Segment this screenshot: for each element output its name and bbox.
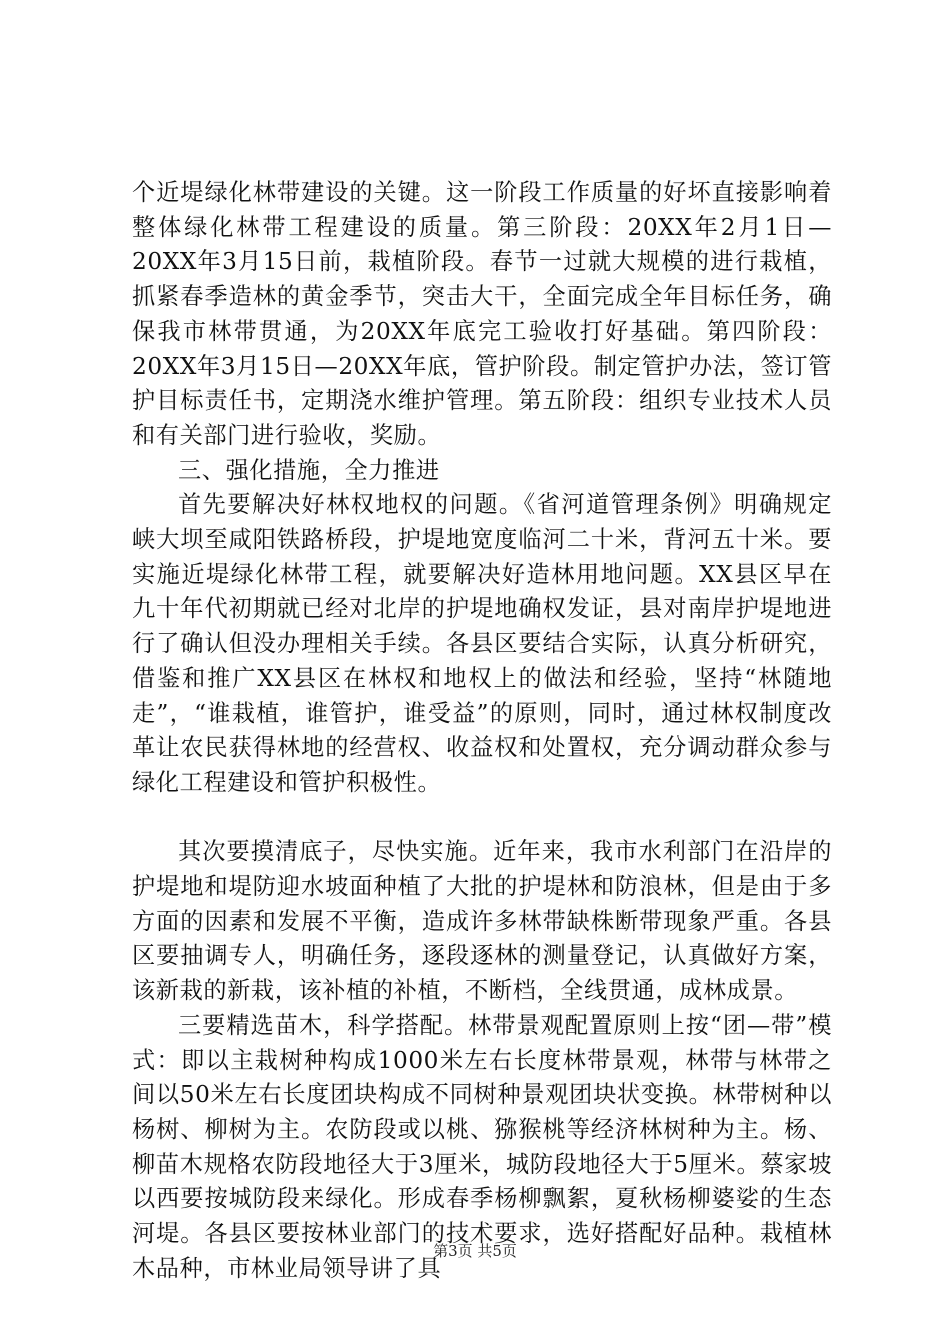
paragraph-land-rights: 首先要解决好林权地权的问题。《省河道管理条例》明确规定峡大坝至咸阳铁路桥段，护堤地宽度临河二十米，背河五十米。要实施近堤绿化林带工程，就要解决好造林用地问题。XX县区早在九十年代初期就已经对北岸的护堤地确权发证，县对南岸护堤地进行了确认但没办理相关手续。各县区要结合实际，认真分析研究，借鉴和推广XX县区在林权和地权上的做法和经验，坚持“林随地走”，“谁栽植，谁管护，谁受益”的原则，同时，通过林权制度改革让农民获得林地的经营权、收益权和处置权，充分调动群众参与绿化工程建设和管护积极性。 [132, 491, 832, 796]
page-number-footer: 第3页 共5页 [433, 1242, 517, 1260]
paragraph-stage-plan: 个近堤绿化林带建设的关键。这一阶段工作质量的好坏直接影响着整体绿化林带工程建设的质量。第三阶段：20XX年2月1日—20XX年3月15日前，栽植阶段。春节一过就大规模的进行栽植，抓紧春季造林的黄金季节，突击大干，全面完成全年目标任务，确保我市林带贯通，为20XX年底完工验收打好基础。第四阶段：20XX年3月15日—20XX年底，管护阶段。制定管护办法，签订管护目标责任书，定期浇水维护管理。第五阶段：组织专业技术人员和有关部门进行验收，奖励。 [132, 179, 832, 449]
paragraph-survey-implementation: 其次要摸清底子，尽快实施。近年来，我市水利部门在沿岸的护堤地和堤防迎水坡面种植了大批的护堤林和防浪林，但是由于多方面的因素和发展不平衡，造成许多林带缺株断带现象严重。各县区要抽调专人，明确任务，逐段逐林的测量登记，认真做好方案，该新栽的新栽，该补植的补植，不断档，全线贯通，成林成景。 [132, 838, 832, 1005]
document-body [132, 176, 832, 1286]
section-heading-measures: 三、强化措施，全力推进 [178, 456, 440, 484]
paragraph-spacer [132, 801, 832, 836]
paragraph-seedling-selection: 三要精选苗木，科学搭配。林带景观配置原则上按“团—带”模式：即以主栽树种构成1000米左右长度林带景观，林带与林带之间以50米左右长度团块构成不同树种景观团块状变换。林带树种以杨树、柳树为主。农防段或以桃、猕猴桃等经济林树种为主。杨、柳苗木规格农防段地径大于3厘米，城防段地径大于5厘米。蔡家坡以西要按城防段来绿化。形成春季杨柳飘絮，夏秋杨柳婆娑的生态河堤。各县区要按林业部门的技术要求，选好搭配好品种。栽植林木品种，市林业局领导讲了具 [132, 1011, 832, 1282]
